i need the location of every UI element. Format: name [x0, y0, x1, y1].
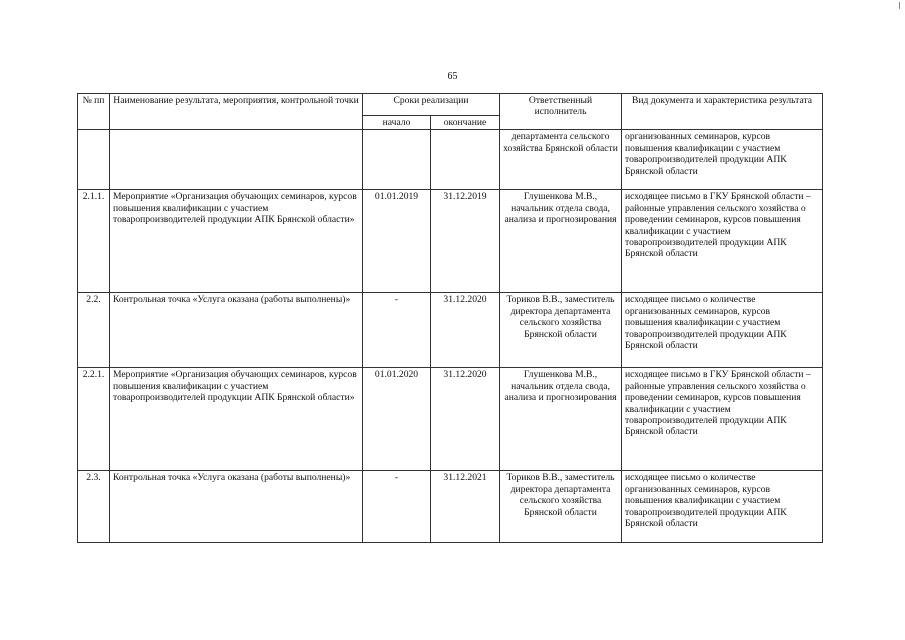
cell-num	[78, 130, 110, 190]
cell-end: 31.12.2021	[431, 471, 500, 543]
table-row	[78, 471, 823, 543]
cell-doc: исходящее письмо о количестве организованных семинаров, курсов повышения квалификации с участием товаропроизводителей продукции АПК Брянской области	[622, 471, 823, 543]
cell-responsible: Ториков В.В., заместитель директора департамента сельского хозяйства Брянской области	[500, 471, 622, 543]
page-number: 65	[447, 71, 458, 82]
cell-doc: исходящее письмо в ГКУ Брянской области – районные управления сельского хозяйства о проведении семинаров, курсов повышения квалификации с участием товаропроизводителей продукции АПК Брянской области	[622, 190, 823, 293]
cell-end: 31.12.2019	[431, 190, 500, 293]
cell-start: 01.01.2019	[363, 190, 431, 293]
cell-name	[110, 130, 363, 190]
cell-responsible: Глушенкова М.В., начальник отдела свода, анализа и прогнозирования	[500, 190, 622, 293]
header-responsible: Ответственный исполнитель	[500, 94, 622, 130]
cell-num: 2.2.	[78, 293, 110, 368]
cell-end: 31.12.2020	[431, 368, 500, 471]
cell-name: Контрольная точка «Услуга оказана (работы выполнены)»	[110, 471, 363, 543]
scan-edge-mark	[899, 2, 900, 9]
cell-responsible: Глушенкова М.В., начальник отдела свода, анализа и прогнозирования	[500, 368, 622, 471]
cell-doc: организованных семинаров, курсов повышения квалификации с участием товаропроизводителей продукции АПК Брянской области	[622, 130, 823, 190]
table-row	[78, 130, 823, 190]
header-end: окончание	[431, 116, 500, 130]
cell-start	[363, 130, 431, 190]
table-row	[78, 190, 823, 293]
header-doc: Вид документа и характеристика результата	[622, 94, 823, 130]
cell-num: 2.3.	[78, 471, 110, 543]
header-num: № пп	[78, 94, 110, 130]
cell-name: Контрольная точка «Услуга оказана (работы выполнены)»	[110, 293, 363, 368]
table-row	[78, 293, 823, 368]
cell-num: 2.2.1.	[78, 368, 110, 471]
cell-doc: исходящее письмо в ГКУ Брянской области – районные управления сельского хозяйства о проведении семинаров, курсов повышения квалификации с участием товаропроизводителей продукции АПК Брянской области	[622, 368, 823, 471]
header-row	[78, 94, 823, 116]
cell-name: Мероприятие «Организация обучающих семинаров, курсов повышения квалификации с участием товаропроизводителей продукции АПК Брянской области»	[110, 190, 363, 293]
header-start: начало	[363, 116, 431, 130]
header-name: Наименование результата, мероприятия, контрольной точки	[110, 94, 363, 130]
implementation-plan-table	[77, 93, 823, 543]
cell-end: 31.12.2020	[431, 293, 500, 368]
table-row	[78, 368, 823, 471]
cell-responsible: Ториков В.В., заместитель директора департамента сельского хозяйства Брянской области	[500, 293, 622, 368]
header-dates: Сроки реализации	[363, 94, 500, 116]
cell-start: 01.01.2020	[363, 368, 431, 471]
cell-start: -	[363, 293, 431, 368]
cell-doc: исходящее письмо о количестве организованных семинаров, курсов повышения квалификации с участием товаропроизводителей продукции АПК Брянской области	[622, 293, 823, 368]
cell-num: 2.1.1.	[78, 190, 110, 293]
cell-name: Мероприятие «Организация обучающих семинаров, курсов повышения квалификации с участием товаропроизводителей продукции АПК Брянской области»	[110, 368, 363, 471]
cell-end	[431, 130, 500, 190]
cell-start: -	[363, 471, 431, 543]
cell-responsible: департамента сельского хозяйства Брянской области	[500, 130, 622, 190]
